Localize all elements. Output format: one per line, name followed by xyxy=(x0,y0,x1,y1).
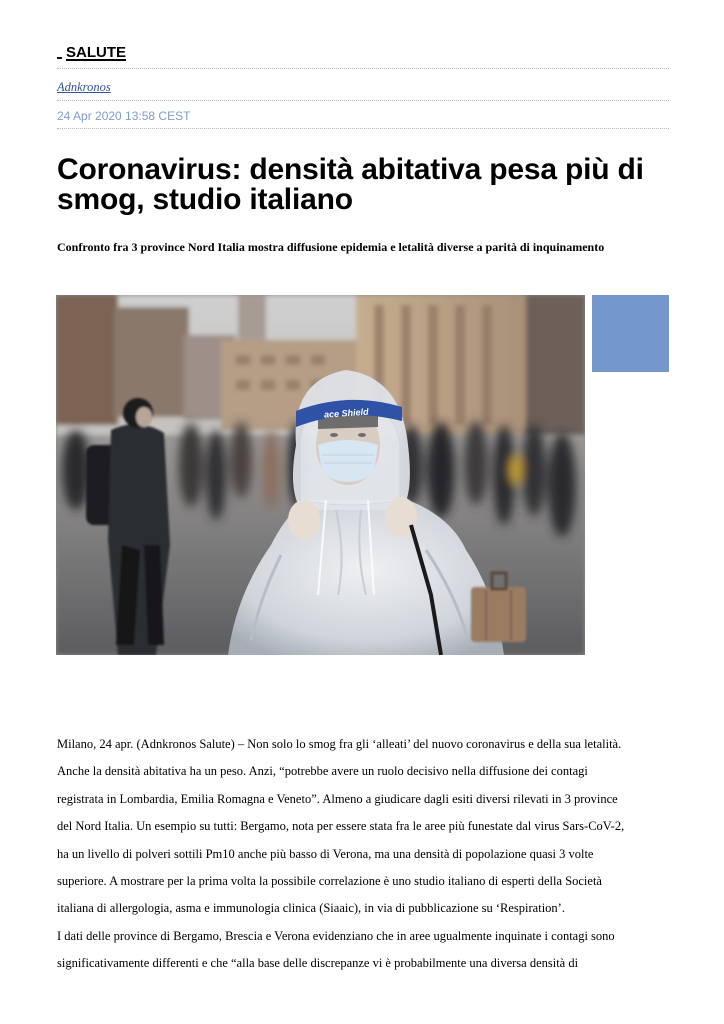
source-link[interactable]: Adnkronos xyxy=(57,80,111,94)
article-headline: Coronavirus: densità abitativa pesa più di smog, studio italiano xyxy=(57,153,644,216)
body-line: ha un livello di polveri sottili Pm10 anche più basso di Verona, ma una densità di popolazione quasi 3 volte xyxy=(57,846,594,861)
article-subheadline: Confronto fra 3 province Nord Italia mostra diffusione epidemia e letalità diverse a parità di inquinamento xyxy=(57,240,605,254)
body-line: registrata in Lombardia, Emilia Romagna e Veneto”. Almeno a giudicare dagli esiti diversi rilevati in 3 province xyxy=(57,791,618,806)
divider-dotted xyxy=(57,128,669,129)
photo-illustration xyxy=(56,295,585,655)
accent-block xyxy=(592,295,669,372)
publish-date: 24 Apr 2020 13:58 CEST xyxy=(57,109,191,123)
body-line: I dati delle province di Bergamo, Brescia e Verona evidenziano che in aree ugualmente inquinate i contagi sono xyxy=(57,928,615,943)
section-marker xyxy=(57,57,62,59)
body-line: Milano, 24 apr. (Adnkronos Salute) – Non solo lo smog fra gli ‘alleati’ del nuovo coronavirus e della sua letalità. xyxy=(57,737,622,751)
body-line: significativamente differenti e che “alla base delle discrepanze vi è probabilmente una diversa densità di xyxy=(57,956,579,971)
body-line: Anche la densità abitativa ha un peso. Anzi, “potrebbe avere un ruolo decisivo nella diffusione dei contagi xyxy=(57,764,588,779)
body-line: superiore. A mostrare per la prima volta la possibile correlazione è uno studio italiano di esperti della Società xyxy=(57,874,602,889)
divider-dotted xyxy=(57,100,669,101)
paragraph xyxy=(57,731,697,923)
section-link[interactable]: SALUTE xyxy=(66,44,126,61)
body-line: del Nord Italia. Un esempio su tutti: Bergamo, nota per essere stata fra le aree più funestate dal virus Sars-CoV-2, xyxy=(57,819,625,834)
article-body xyxy=(57,731,697,978)
article-photo xyxy=(56,295,585,655)
body-line: italiana di allergologia, asma e immunologia clinica (Siaaic), in via di pubblicazione su ‘Respiration’. xyxy=(57,901,565,916)
face-shield-text: ace Shield xyxy=(323,406,369,420)
divider-dotted xyxy=(57,68,669,69)
paragraph xyxy=(57,923,697,978)
